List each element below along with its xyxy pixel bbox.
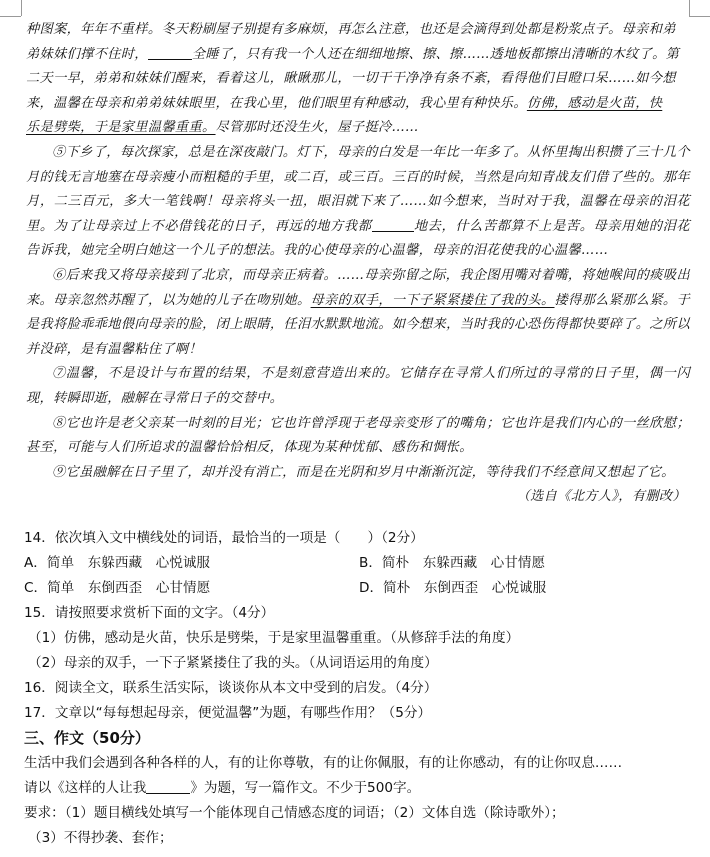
paragraph-7: ⑦温馨，不是设计与布置的结果，不是刻意营造出来的。它储存在寻常人们所过的寻常的日子里，偶一闪现，转瞬即逝，融解在寻常日子的交替中。 [26,366,690,406]
question-16: 16．阅读全文，联系生活实际，谈谈你从本文中受到的启发。（4分） [24,680,438,696]
paragraph-9: ⑨它虽融解在日子里了，却并没有消亡，而是在光阴和岁月中渐渐沉淀，等待我们不经意间又想起了它。 [52,464,675,480]
crop-mark-top-right-h [689,16,710,17]
option-d: D．简朴 东倒西歪 心悦诚服 [359,580,547,596]
prompt-text-b: 》为题，写一篇作文。不少于500字。 [190,780,421,796]
question-15-1: （1）仿佛，感动是火苗，快乐是劈柴，于是家里温馨重重。（从修辞手法的角度） [28,630,520,646]
underlined-sentence-1b: 乐是劈柴，于是家里温馨重重。 [26,120,216,136]
p4-line-4a: 来，温馨在母亲和弟弟妹妹眼里，在我心里，他们眼里有种感动，我心里有种快乐。 [26,95,527,111]
questions-section [24,526,688,851]
p5-text-a: ⑤下乡了，每次探家，总是在深夜敲门。灯下，母亲的白发是一年比一年多了。从怀里掏出积攒了三十几个月的钱无言地塞在母亲瘦小而粗糙的手里，或二百，或三百。三百的时候，当然是向知青战友们借了些的。那年月，二三百元，多大一笔钱啊！母亲将头一扭，眼泪就下来了……如今想来，当时对于我，温馨在母亲的泪花里。为了让母亲过上不必借钱花的日子，再远的地方我都 [26,144,690,234]
composition-prompt [24,776,688,801]
p4-line-2b: 全睡了，只有我一个人还在细细地擦、擦、擦……透地板都擦出清晰的木纹了。第 [191,46,680,62]
p6-text-b: 搂得那么紧那么紧。于是我将脸乖乖地偎向母亲的脸，闭上眼睛，任泪水默默地流。如今想来，当时我的心恐伤得都快要碎了。之所以并没碎，是有温馨粘住了啊！ [26,292,690,357]
underlined-sentence-2: 母亲的双手，一下子紧紧搂住了我的头。 [310,292,555,308]
blank-line-2 [372,217,414,232]
composition-heading: 三、作文（50分） [24,729,150,747]
crop-mark-top-left-h [0,16,21,17]
underlined-sentence-1a: 仿佛，感动是火苗，快 [526,95,663,111]
option-c: C．简单 东倒西歪 心甘情愿 [24,580,211,596]
paragraph-6 [26,264,690,362]
p4-line-3: 二天一早，弟弟和妹妹们醒来，看着这儿，瞅瞅那儿，一切干干净净有条不紊，看得他们目瞪口呆……如今想 [26,71,676,87]
p4-line-2a: 弟妹妹们撑不住时， [26,46,148,62]
p5-text-b: 地去，什么苦都算不上是苦。母亲用她的泪花告诉我，她完全明白她这一个儿子的想法。我的心使母亲的心温馨，母亲的泪花使我的心温馨…… [26,218,691,259]
q14-options-row-1 [24,551,688,576]
p6-text-a: ⑥后来我又将母亲接到了北京，而母亲正病着。……母亲弥留之际，我企图用嘴对着嘴，将她喉间的痰吸出来。母亲忽然苏醒了，以为她的儿子在吻别她。 [26,267,690,308]
question-14: 14．依次填入文中横线处的词语，最恰当的一项是（ ）（2分） [24,530,424,546]
reading-passage [26,18,690,510]
question-17: 17．文章以“每每想起母亲，便觉温馨”为题，有哪些作用？（5分） [24,705,432,721]
option-a: A．简单 东躲西藏 心悦诚服 [24,555,211,571]
p4-line-5b: 尽管那时还没生火，屋子挺冷…… [215,120,419,136]
prompt-text-a: 请以《这样的人让我 [24,780,147,796]
option-b: B．简朴 东躲西藏 心甘情愿 [359,555,546,571]
source-note: （选自《北方人》，有删改） [516,489,686,505]
question-15-2: （2）母亲的双手，一下子紧紧搂住了我的头。（从词语运用的角度） [28,655,438,671]
crop-mark-top-right [689,0,690,16]
q14-options-row-2 [24,576,688,601]
paragraph-5 [26,141,690,264]
p4-line-1: 种图案，年年不重样。冬天粉刷屋子别提有多麻烦，再怎么注意，也还是会滴得到处都是粉浆点子。母亲和弟 [26,22,676,37]
composition-requirement-3: （3）不得抄袭、套作； [28,830,173,846]
paragraph-8: ⑧它也许是老父亲某一时刻的目光；它也许曾浮现于老母亲变形了的嘴角；它也许是我们内心的一丝欣慰；甚至，可能与人们所追求的温馨恰恰相反，体现为某种忧郁、感伤和惆怅。 [26,415,690,456]
composition-requirements: 要求：（1）题目横线处填写一个能体现自己情感态度的词语；（2）文体自选（除诗歌外）； [24,805,565,821]
question-15: 15．请按照要求赏析下面的文字。（4分） [24,605,275,621]
blank-line-1 [148,45,192,60]
paragraph-4 [26,18,690,141]
title-blank-line [146,779,190,794]
crop-mark-top-left [21,0,22,16]
composition-intro: 生活中我们会遇到各种各样的人，有的让你尊敬，有的让你佩服，有的让你感动，有的让你叹息…… [24,755,623,771]
